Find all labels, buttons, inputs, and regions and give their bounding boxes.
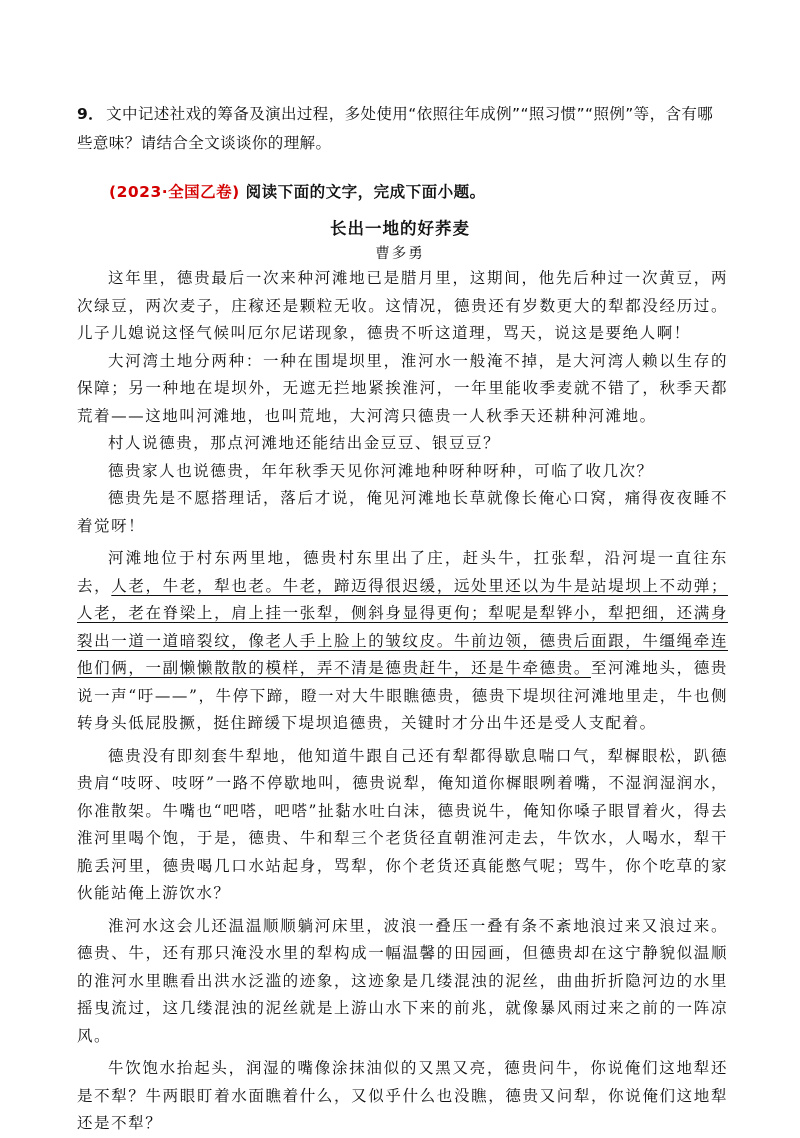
underlined-passage: 人老，牛老，犁也老。牛老，蹄迈得很迟缓，远处里还以为牛是站堤坝上不动弹；人老，老在脊梁上，肩上挂一张犁，侧斜身显得更佝；犁呢是犁铧小，犁把细，还满身裂出一道一道暗裂纹，像老人手上脸上的皱纹皮。牛前边领，德贵后面跟，牛缰绳牵连他们俩，一副懒懒散散的模样，弄不清是德贵赶牛，还是牛牵德贵。 bbox=[77, 576, 728, 677]
paragraph: 这年里，德贵最后一次来种河滩地已是腊月里，这期间，他先后种过一次黄豆，两次绿豆，两次麦子，庄稼还是颗粒无收。这情况，德贵还有岁数更大的犁都没经历过。儿子儿媳说这怪气候叫厄尔尼诺现象，德贵不听这道理，骂天，说这是要绝人啊！ bbox=[77, 269, 728, 342]
article-author: 曹多勇 bbox=[375, 246, 425, 262]
exam-source-label: (2023·全国乙卷) bbox=[109, 183, 240, 201]
paragraph-with-underline bbox=[77, 545, 728, 738]
paragraph: 淮河水这会儿还温温顺顺躺河床里，波浪一叠压一叠有条不紊地浪过来又浪过来。德贵、牛，还有那只淹没水里的犁构成一幅温馨的田园画，但德贵却在这宁静貌似温顺的淮河水里瞧看出洪水泛滥的迹象，这迹象是几缕混浊的泥丝，曲曲折折隐河边的水里摇曳流过，这几缕混浊的泥丝就是上游山水下来的前兆，就像暴风雨过来之前的一阵凉风。 bbox=[77, 916, 728, 1045]
paragraph-text-after: 至河滩地头，德贵说一声“吁——”，牛停下蹄，瞪一对大牛眼瞧德贵，德贵下堤坝往河滩地里走，牛也侧转身头低屁股撅，挺住蹄缓下堤坝追德贵，关键时才分出牛还是受人支配着。 bbox=[77, 659, 728, 732]
question-9 bbox=[77, 100, 727, 158]
paragraph: 牛饮饱水抬起头，润湿的嘴像涂抹油似的又黑又亮，德贵问牛，你说俺们这地犁还是不犁？牛两眼盯着水面瞧着什么，又似乎什么也没瞧，德贵又问犁，你说俺们这地犁还是不犁？ bbox=[77, 1059, 728, 1132]
paragraph: 德贵没有即刻套牛犁地，他知道牛跟自己还有犁都得歇息喘口气，犁樨眼松，趴德贵肩“吱呀、吱呀”一路不停歇地叫，德贵说犁，俺知道你樨眼咧着嘴，不湿润湿润水，你准散架。牛嘴也“吧嗒，吧嗒”扯黏水吐白沫，德贵说牛，俺知你嗓子眼冒着火，得去淮河里喝个饱，于是，德贵、牛和犁三个老货径直朝淮河走去，牛饮水，人喝水，犁干脆丢河里，德贵喝几口水站起身，骂犁，你个老货还真能憋气呢；骂牛，你个吃草的家伙能站俺上游饮水？ bbox=[77, 746, 728, 902]
paragraph: 德贵家人也说德贵，年年秋季天见你河滩地种呀种呀种，可临了收几次？ bbox=[108, 461, 654, 480]
question-text: 文中记述社戏的筹备及演出过程，多处使用“依照往年成例”“照习惯”“照例”等，含有哪些意味？请结合全文谈谈你的理解。 bbox=[77, 105, 714, 152]
paragraph: 大河湾土地分两种：一种在围堤坝里，淮河水一般淹不掉，是大河湾人赖以生存的保障；另一种地在堤坝外，无遮无拦地紧挨淮河，一年里能收季麦就不错了，秋季天都荒着——这地叫河滩地，也叫荒地，大河湾只德贵一人秋季天还耕种河滩地。 bbox=[77, 351, 728, 425]
article-body bbox=[77, 265, 728, 1138]
article-title: 长出一地的好荞麦 bbox=[330, 219, 470, 238]
paragraph: 村人说德贵，那点河滩地还能结出金豆豆、银豆豆？ bbox=[108, 434, 501, 452]
paragraph: 德贵先是不愿搭理话，落后才说，俺见河滩地长草就像长俺心口窝，痛得夜夜睡不着觉呀！ bbox=[77, 489, 728, 535]
paragraph-text-before: 河滩地位于村东两里地，德贵村东里出了庄，赶头牛，扛张犁，沿河堤一直往东去， bbox=[77, 549, 728, 595]
reading-instruction: 阅读下面的文字，完成下面小题。 bbox=[245, 183, 486, 201]
question-number: 9． bbox=[77, 105, 105, 123]
reading-instruction-line bbox=[109, 180, 486, 202]
